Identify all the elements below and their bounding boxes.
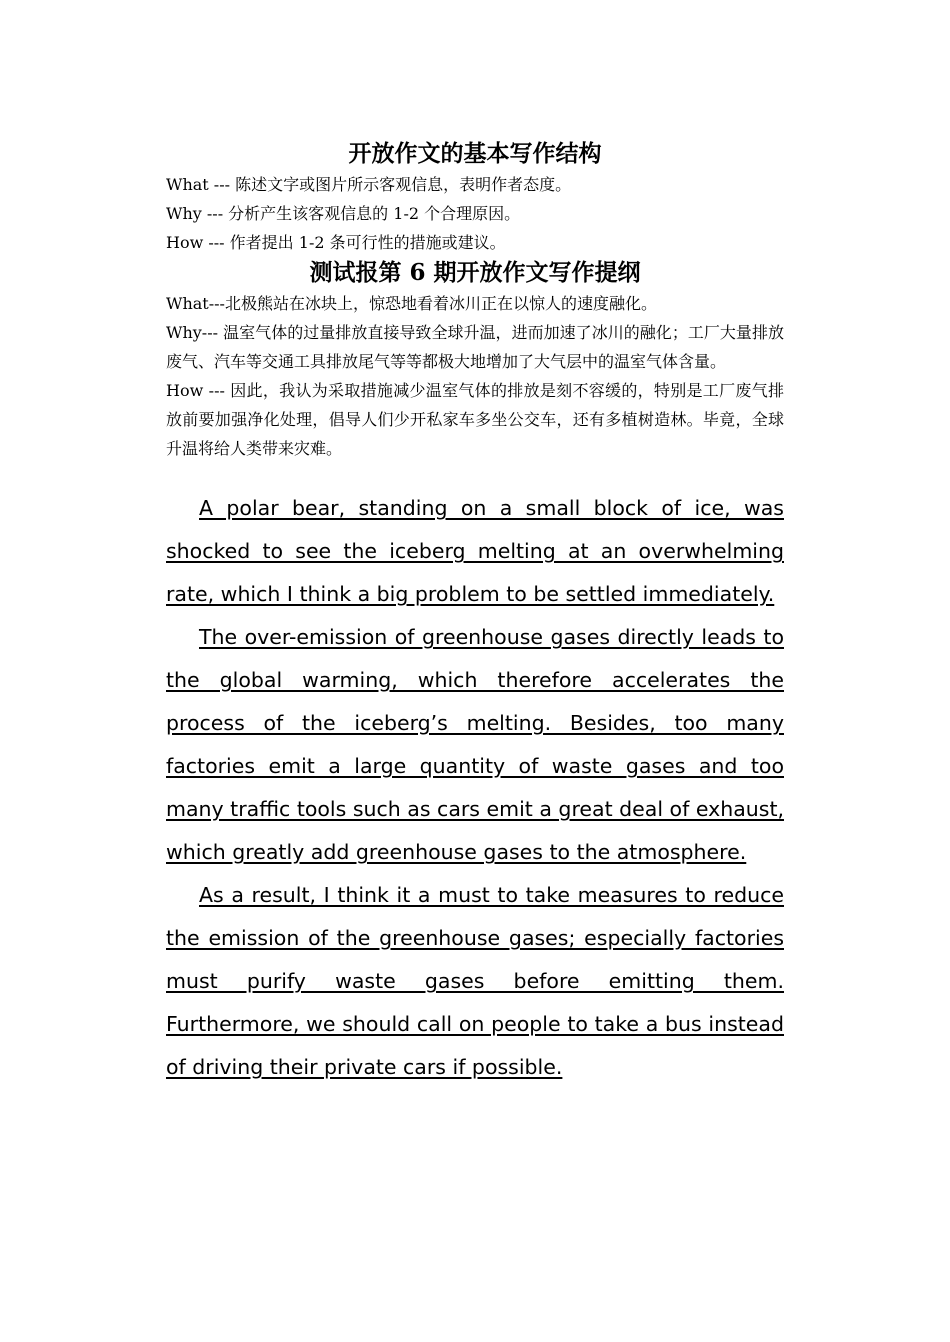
essay-paragraph-3: As a result, I think it a must to take measures to reduce the emission of the greenhouse gases; especially factories must purify waste gases before emitting them. Furthermore, we should call on people to take a bus instead of driving their private cars if possible. <box>166 883 784 1079</box>
essay-paragraph-1: A polar bear, standing on a small block of ice, was shocked to see the iceberg melting at an overwhelming rate, which I think a big problem to be settled immediately. <box>166 496 784 606</box>
outline-how: How --- 因此，我认为采取措施减少温室气体的排放是刻不容缓的，特别是工厂废气排放前要加强净化处理，倡导人们少开私家车多坐公交车，还有多植树造林。毕竟，全球升温将给人类带来灾难。 <box>166 381 784 458</box>
outline-what: What---北极熊站在冰块上，惊恐地看着冰川正在以惊人的速度融化。 <box>166 294 657 313</box>
outline-why: Why--- 温室气体的过量排放直接导致全球升温，进而加速了冰川的融化；工厂大量排放废气、汽车等交通工具排放尾气等等都极大地增加了大气层中的温室气体含量。 <box>166 323 784 371</box>
essay-paragraph-3-viewport <box>166 874 784 1089</box>
structure-how: How --- 作者提出 1-2 条可行性的措施或建议。 <box>166 233 506 252</box>
structure-why: Why --- 分析产生该客观信息的 1-2 个合理原因。 <box>166 204 521 223</box>
essay-paragraph-2: The over-emission of greenhouse gases directly leads to the global warming, which therefore accelerates the process of the iceberg’s melting. Besides, too many factories emit a large quantity of waste gases and too many traffic tools such as cars emit a great deal of exhaust, which greatly add greenhouse gases to the atmosphere. <box>166 625 784 864</box>
outline-title: 测试报第 6 期开放作文写作提纲 <box>309 259 641 286</box>
structure-what: What --- 陈述文字或图片所示客观信息，表明作者态度。 <box>166 175 572 194</box>
structure-title: 开放作文的基本写作结构 <box>348 140 602 167</box>
document-page <box>166 138 784 1089</box>
essay-body <box>166 487 784 1089</box>
